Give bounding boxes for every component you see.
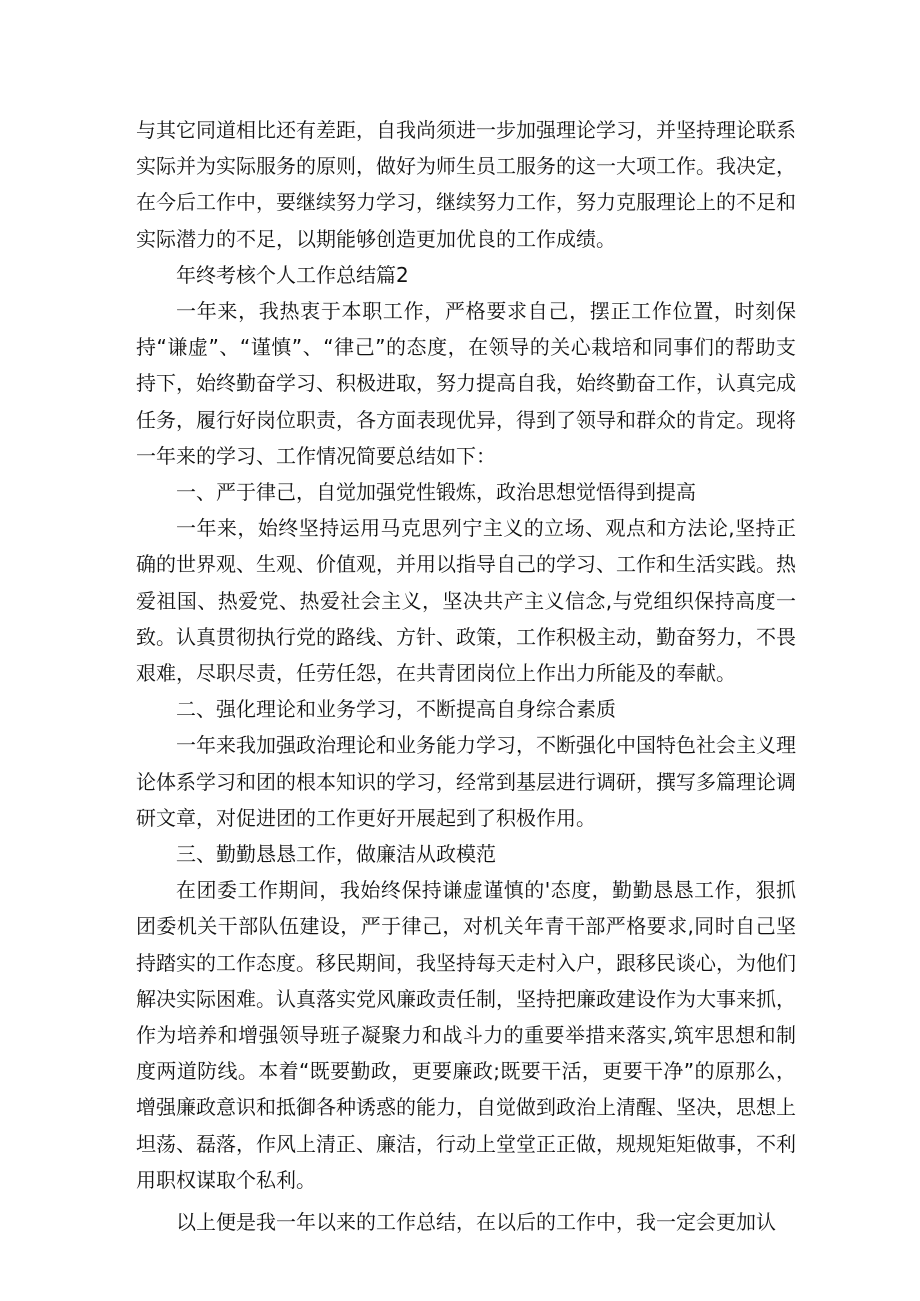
heading-one: 一、严于律己，自觉加强党性锻炼，政治思想觉悟得到提高 [176,480,696,505]
document-body [136,112,796,1240]
heading-three: 三、勤勤恳恳工作，做廉洁从政模范 [176,842,496,867]
paragraph-two: 一年来我加强政治理论和业务能力学习，不断强化中国特色社会主义理论体系学习和团的根本知识的学习，经常到基层进行调研，撰写多篇理论调研文章，对促进团的工作更好开展起到了积极作用。 [136,733,796,830]
heading-two: 二、强化理论和业务学习，不断提高自身综合素质 [176,697,616,722]
paragraph-three: 在团委工作期间，我始终保持谦虚谨慎的'态度，勤勤恳恳工作，狠抓团委机关干部队伍建设，严于律己，对机关年青干部严格要求,同时自己坚持踏实的工作态度。移民期间，我坚持每天走村入户，跟移民谈心，为他们解决实际困难。认真落实党风廉政责任制，坚持把廉政建设作为大事来抓，作为培养和增强领导班子凝聚力和战斗力的重要举措来落实,筑牢思想和制度两道防线。本着“既要勤政，更要廉政;既要干活，更要干净”的原那么，增强廉政意识和抵御各种诱惑的能力，自觉做到政治上清醒、坚决，思想上坦荡、磊落，作风上清正、廉洁，行动上堂堂正正做，规规矩矩做事，不利用职权谋取个私利。 [136,878,796,1192]
paragraph-intro: 一年来，我热衷于本职工作，严格要求自己，摆正工作位置，时刻保持“谦虚”、“谨慎”、“律己”的态度，在领导的关心栽培和同事们的帮助支持下，始终勤奋学习、积极进取，努力提高自我，始终勤奋工作，认真完成任务，履行好岗位职责，各方面表现优异，得到了领导和群众的肯定。现将一年来的学习、工作情况简要总结如下： [136,299,796,468]
paragraph-continuation: 与其它同道相比还有差距，自我尚须进一步加强理论学习，并坚持理论联系实际并为实际服务的原则，做好为师生员工服务的这一大项工作。我决定，在今后工作中，要继续努力学习，继续努力工作，努力克服理论上的不足和实际潜力的不足，以期能够创造更加优良的工作成绩。 [136,118,796,251]
paragraph-one: 一年来，始终坚持运用马克思列宁主义的立场、观点和方法论,坚持正确的世界观、生观、价值观，并用以指导自己的学习、工作和生活实践。热爱祖国、热爱党、热爱社会主义，坚决共产主义信念,与党组织保持高度一致。认真贯彻执行党的路线、方针、政策，工作积极主动，勤奋努力，不畏艰难，尽职尽责，任劳任怨，在共青团岗位上作出力所能及的奉献。 [136,516,796,686]
section-title: 年终考核个人工作总结篇2 [176,262,409,287]
paragraph-closing: 以上便是我一年以来的工作总结，在以后的工作中，我一定会更加认 [176,1210,776,1235]
